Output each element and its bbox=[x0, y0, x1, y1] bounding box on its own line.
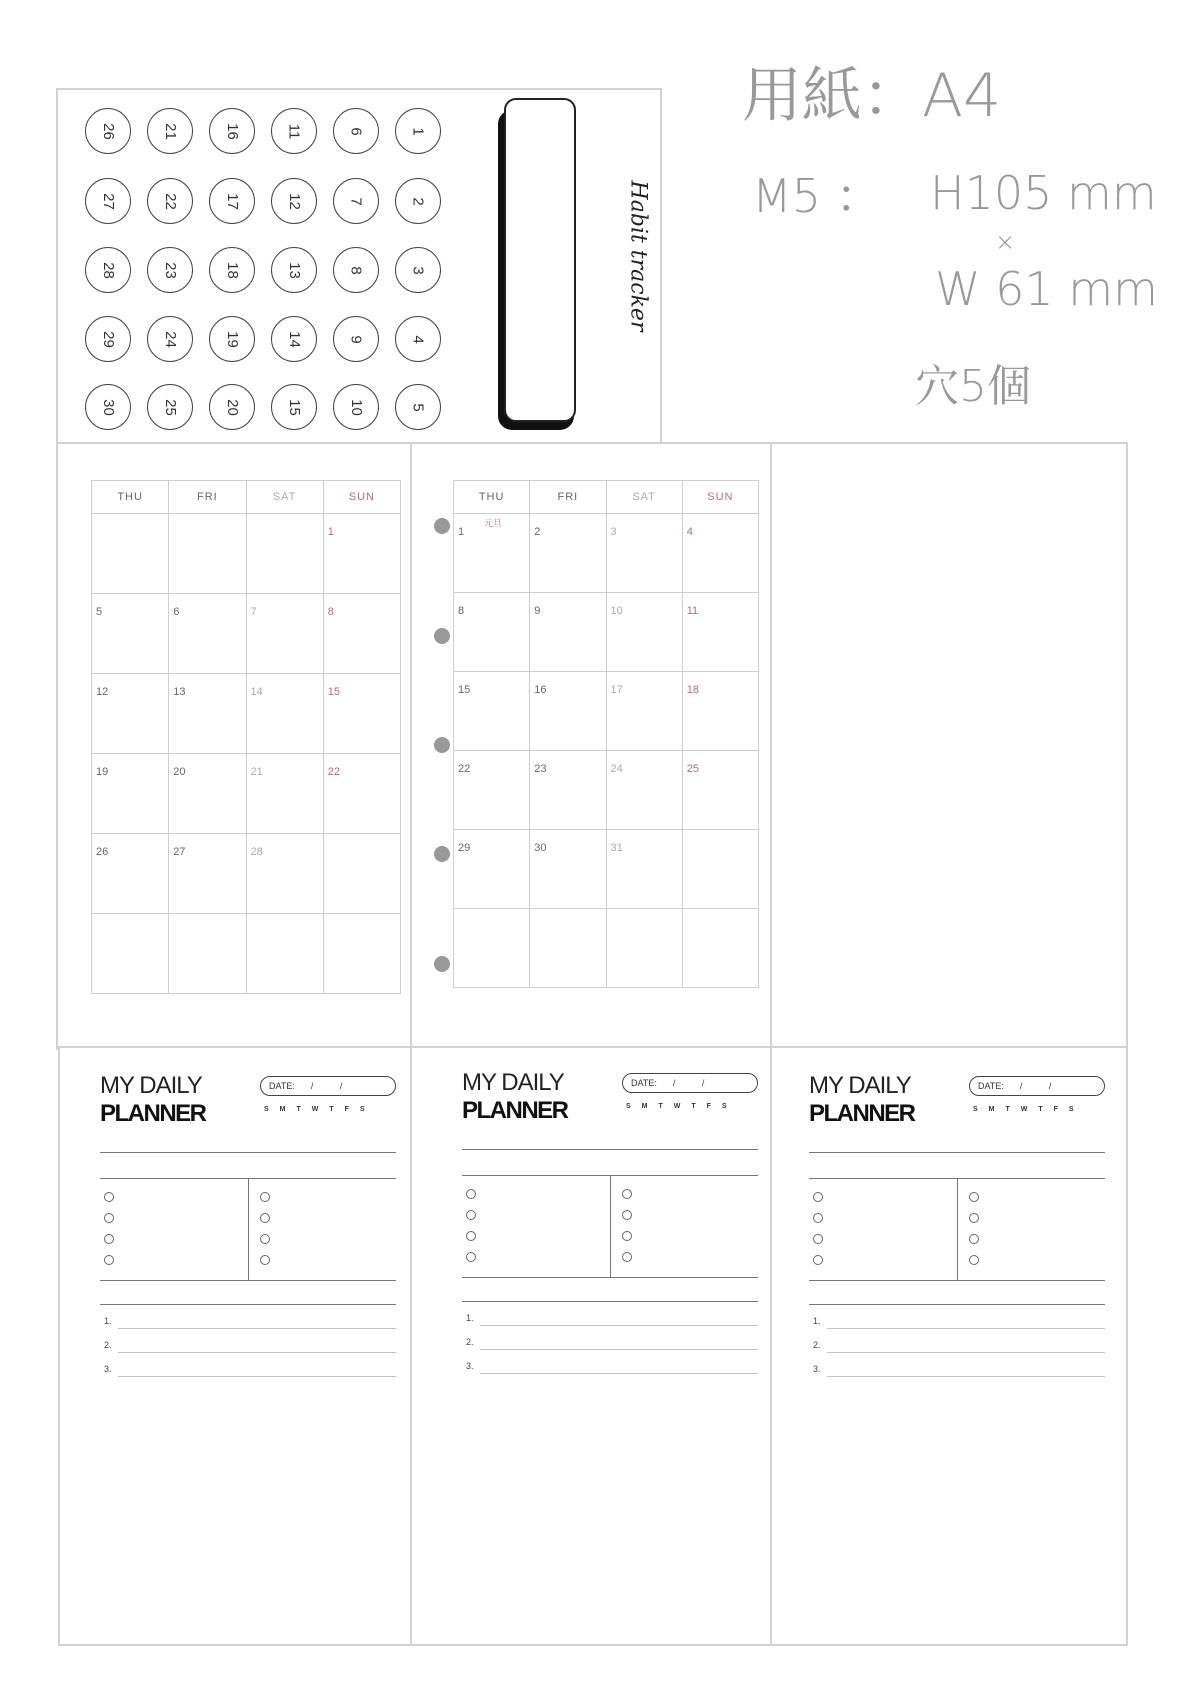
habit-day-number: 4 bbox=[409, 334, 427, 344]
habit-day-circle bbox=[209, 108, 255, 154]
habit-day-number: 17 bbox=[223, 192, 241, 210]
habit-day-number: 20 bbox=[223, 398, 241, 416]
habit-day-circle bbox=[333, 108, 379, 154]
calendar-day-number: 30 bbox=[534, 842, 547, 854]
calendar-right bbox=[453, 480, 759, 988]
calendar-day-cell bbox=[92, 674, 169, 754]
habit-day-circle bbox=[395, 316, 441, 362]
habit-day-circle bbox=[333, 316, 379, 362]
habit-day-number: 7 bbox=[347, 196, 365, 206]
habit-day-circle bbox=[271, 384, 317, 430]
checkbox-circle bbox=[260, 1192, 270, 1202]
calendar-day-cell bbox=[682, 830, 758, 909]
habit-day-number: 28 bbox=[99, 261, 117, 279]
habit-day-number: 1 bbox=[409, 126, 427, 136]
calendar-day-cell bbox=[169, 834, 246, 914]
planner-title-my-daily: MY DAILY bbox=[100, 1072, 202, 1099]
habit-day-circle bbox=[85, 108, 131, 154]
date-slashes: / / bbox=[310, 1081, 355, 1091]
habit-day-number: 2 bbox=[409, 196, 427, 206]
calendar-day-cell bbox=[606, 830, 682, 909]
calendar-day-number: 15 bbox=[458, 684, 471, 696]
checkbox-circle bbox=[622, 1189, 632, 1199]
habit-day-circle bbox=[209, 384, 255, 430]
habit-tracker-tab bbox=[504, 98, 576, 422]
date-slashes: / / bbox=[672, 1078, 717, 1088]
calendar-day-cell bbox=[454, 672, 530, 751]
checkbox-circle bbox=[813, 1255, 823, 1265]
divider-vertical bbox=[957, 1178, 958, 1280]
habit-day-circle bbox=[333, 247, 379, 293]
calendar-left bbox=[91, 480, 401, 994]
date-slashes: / / bbox=[1019, 1081, 1064, 1091]
date-label: DATE: bbox=[631, 1078, 657, 1088]
list-number: 1. bbox=[104, 1316, 112, 1326]
list-number: 1. bbox=[813, 1316, 821, 1326]
calendar-day-number: 22 bbox=[327, 766, 340, 778]
checkbox-circle bbox=[813, 1192, 823, 1202]
calendar-day-number: 19 bbox=[96, 766, 109, 778]
habit-day-number: 25 bbox=[161, 398, 179, 416]
calendar-day-number: 23 bbox=[534, 763, 547, 775]
calendar-day-number: 22 bbox=[458, 763, 471, 775]
punch-hole bbox=[434, 737, 450, 753]
calendar-day-cell bbox=[454, 514, 530, 593]
calendar-day-number: 12 bbox=[96, 686, 109, 698]
note-size-label: M5 ： bbox=[752, 169, 882, 223]
punch-hole bbox=[434, 518, 450, 534]
habit-day-circle bbox=[209, 178, 255, 224]
divider bbox=[809, 1152, 1105, 1153]
calendar-day-cell bbox=[606, 909, 682, 988]
note-paper-size: 用紙：A4 bbox=[742, 61, 1002, 131]
calendar-day-cell bbox=[454, 593, 530, 672]
calendar-day-number: 17 bbox=[610, 684, 623, 696]
calendar-day-cell bbox=[682, 751, 758, 830]
header-sat: SAT bbox=[606, 481, 682, 514]
checkbox-circle bbox=[466, 1210, 476, 1220]
calendar-day-cell bbox=[323, 594, 400, 674]
note-width: W 61 mm bbox=[935, 262, 1158, 316]
holiday-label: 元旦 bbox=[484, 518, 503, 528]
calendar-day-number: 18 bbox=[686, 684, 699, 696]
calendar-day-number: 25 bbox=[686, 763, 699, 775]
divider bbox=[462, 1277, 758, 1278]
calendar-day-cell bbox=[606, 751, 682, 830]
habit-day-number: 3 bbox=[409, 265, 427, 275]
calendar-day-cell bbox=[323, 754, 400, 834]
checkbox-circle bbox=[260, 1213, 270, 1223]
divider bbox=[100, 1152, 396, 1153]
habit-day-number: 8 bbox=[347, 265, 365, 275]
calendar-day-number: 24 bbox=[610, 763, 623, 775]
checkbox-circle bbox=[466, 1252, 476, 1262]
header-thu: THU bbox=[92, 481, 169, 514]
habit-day-number: 13 bbox=[285, 261, 303, 279]
checkbox-circle bbox=[813, 1213, 823, 1223]
habit-day-number: 19 bbox=[223, 330, 241, 348]
habit-day-circle bbox=[271, 316, 317, 362]
habit-day-number: 26 bbox=[99, 122, 117, 140]
calendar-day-number: 14 bbox=[250, 686, 263, 698]
planner-title-planner: PLANNER bbox=[462, 1097, 568, 1124]
calendar-day-number: 16 bbox=[534, 684, 547, 696]
checkbox-circle bbox=[622, 1231, 632, 1241]
calendar-day-cell bbox=[530, 672, 606, 751]
habit-day-circle bbox=[333, 384, 379, 430]
habit-day-number: 22 bbox=[161, 192, 179, 210]
checkbox-circle bbox=[260, 1234, 270, 1244]
calendar-day-number: 28 bbox=[250, 846, 263, 858]
checkbox-circle bbox=[969, 1192, 979, 1202]
calendar-day-number: 1 bbox=[327, 526, 334, 538]
checkbox-circle bbox=[466, 1231, 476, 1241]
date-field bbox=[622, 1073, 758, 1093]
habit-day-circle bbox=[209, 247, 255, 293]
weekday-letters: SMTWTFS bbox=[973, 1106, 1085, 1113]
calendar-day-cell bbox=[682, 514, 758, 593]
calendar-day-cell bbox=[454, 751, 530, 830]
planner-title-my-daily: MY DAILY bbox=[809, 1072, 911, 1099]
calendar-day-cell bbox=[323, 514, 400, 594]
calendar-day-cell bbox=[530, 514, 606, 593]
calendar-day-cell bbox=[530, 830, 606, 909]
note-height: H105 mm bbox=[930, 166, 1157, 220]
habit-day-number: 29 bbox=[99, 330, 117, 348]
calendar-day-cell bbox=[169, 914, 246, 994]
date-label: DATE: bbox=[978, 1081, 1004, 1091]
calendar-day-cell bbox=[682, 593, 758, 672]
calendar-day-cell bbox=[92, 754, 169, 834]
divider-vertical bbox=[248, 1178, 249, 1280]
habit-day-number: 30 bbox=[99, 398, 117, 416]
calendar-day-cell bbox=[323, 834, 400, 914]
habit-day-circle bbox=[209, 316, 255, 362]
habit-day-circle bbox=[395, 247, 441, 293]
habit-day-circle bbox=[85, 247, 131, 293]
divider bbox=[462, 1301, 758, 1302]
calendar-day-number: 5 bbox=[96, 606, 103, 618]
calendar-day-number: 8 bbox=[458, 605, 465, 617]
habit-day-number: 5 bbox=[409, 402, 427, 412]
calendar-day-cell bbox=[169, 594, 246, 674]
habit-day-circle bbox=[395, 178, 441, 224]
calendar-day-number: 3 bbox=[610, 526, 617, 538]
header-fri: FRI bbox=[169, 481, 246, 514]
calendar-day-number: 31 bbox=[610, 842, 623, 854]
habit-day-circle bbox=[147, 316, 193, 362]
list-line bbox=[827, 1328, 1105, 1329]
divider bbox=[100, 1304, 396, 1305]
calendar-day-cell bbox=[246, 514, 323, 594]
habit-day-circle bbox=[85, 178, 131, 224]
habit-day-circle bbox=[271, 247, 317, 293]
habit-day-number: 6 bbox=[347, 126, 365, 136]
calendar-day-cell bbox=[323, 914, 400, 994]
list-number: 3. bbox=[813, 1364, 821, 1374]
habit-day-circle bbox=[85, 316, 131, 362]
calendar-day-number: 20 bbox=[173, 766, 186, 778]
habit-day-number: 24 bbox=[161, 330, 179, 348]
calendar-day-cell bbox=[454, 830, 530, 909]
habit-day-circle bbox=[395, 108, 441, 154]
divider bbox=[100, 1280, 396, 1281]
calendar-day-cell bbox=[246, 754, 323, 834]
calendar-day-number: 27 bbox=[173, 846, 186, 858]
list-number: 2. bbox=[813, 1340, 821, 1350]
habit-day-circle bbox=[271, 178, 317, 224]
punch-hole bbox=[434, 846, 450, 862]
weekday-letters: SMTWTFS bbox=[264, 1106, 376, 1113]
checkbox-circle bbox=[104, 1255, 114, 1265]
calendar-day-number: 11 bbox=[686, 605, 699, 617]
list-number: 3. bbox=[104, 1364, 112, 1374]
calendar-day-cell bbox=[530, 909, 606, 988]
calendar-day-cell bbox=[454, 909, 530, 988]
habit-day-number: 16 bbox=[223, 122, 241, 140]
note-holes: 穴5個 bbox=[915, 361, 1031, 412]
habit-day-circle bbox=[147, 178, 193, 224]
list-line bbox=[118, 1376, 396, 1377]
divider bbox=[462, 1149, 758, 1150]
calendar-day-cell bbox=[606, 514, 682, 593]
habit-day-circle bbox=[271, 108, 317, 154]
list-number: 2. bbox=[466, 1337, 474, 1347]
habit-day-number: 11 bbox=[285, 123, 303, 139]
habit-day-number: 14 bbox=[285, 330, 303, 348]
habit-day-number: 9 bbox=[347, 334, 365, 344]
calendar-day-number: 2 bbox=[534, 526, 541, 538]
habit-day-circle bbox=[147, 247, 193, 293]
checkbox-circle bbox=[813, 1234, 823, 1244]
calendar-day-cell bbox=[92, 834, 169, 914]
calendar-day-cell bbox=[169, 514, 246, 594]
calendar-day-number: 29 bbox=[458, 842, 471, 854]
habit-day-number: 10 bbox=[347, 398, 365, 416]
habit-day-circle bbox=[333, 178, 379, 224]
checkbox-circle bbox=[622, 1210, 632, 1220]
planner-title-planner: PLANNER bbox=[809, 1100, 915, 1127]
calendar-day-number: 6 bbox=[173, 606, 180, 618]
calendar-day-number: 26 bbox=[96, 846, 109, 858]
habit-day-number: 21 bbox=[161, 122, 179, 140]
list-line bbox=[480, 1349, 758, 1350]
header-sat: SAT bbox=[246, 481, 323, 514]
habit-day-circle bbox=[147, 384, 193, 430]
list-line bbox=[827, 1352, 1105, 1353]
calendar-day-cell bbox=[246, 674, 323, 754]
habit-day-circle bbox=[147, 108, 193, 154]
note-times: × bbox=[995, 228, 1016, 256]
daily-planner-panel-3 bbox=[770, 1046, 1128, 1646]
calendar-day-cell bbox=[606, 672, 682, 751]
calendar-day-number: 4 bbox=[686, 526, 693, 538]
calendar-day-cell bbox=[530, 593, 606, 672]
planner-title-planner: PLANNER bbox=[100, 1100, 206, 1127]
checkbox-circle bbox=[969, 1234, 979, 1244]
calendar-day-cell bbox=[169, 674, 246, 754]
checkbox-circle bbox=[622, 1252, 632, 1262]
habit-day-number: 18 bbox=[223, 261, 241, 279]
checkbox-circle bbox=[104, 1234, 114, 1244]
habit-tracker-title: Habit tracker bbox=[625, 180, 651, 332]
list-line bbox=[480, 1373, 758, 1374]
calendar-day-cell bbox=[246, 594, 323, 674]
list-line bbox=[118, 1328, 396, 1329]
calendar-day-number: 13 bbox=[173, 686, 186, 698]
date-field bbox=[260, 1076, 396, 1096]
habit-day-number: 27 bbox=[99, 192, 117, 210]
calendar-day-cell bbox=[92, 914, 169, 994]
date-field bbox=[969, 1076, 1105, 1096]
calendar-day-number: 9 bbox=[534, 605, 541, 617]
calendar-day-cell bbox=[323, 674, 400, 754]
calendar-day-number: 21 bbox=[250, 766, 263, 778]
habit-day-number: 23 bbox=[161, 261, 179, 279]
checkbox-circle bbox=[969, 1255, 979, 1265]
calendar-day-cell bbox=[530, 751, 606, 830]
checkbox-circle bbox=[104, 1213, 114, 1223]
blank-panel bbox=[770, 442, 1128, 1050]
punch-hole bbox=[434, 956, 450, 972]
list-line bbox=[480, 1325, 758, 1326]
checkbox-circle bbox=[466, 1189, 476, 1199]
calendar-day-number: 8 bbox=[327, 606, 334, 618]
habit-day-number: 15 bbox=[285, 398, 303, 416]
punch-hole bbox=[434, 628, 450, 644]
habit-day-circle bbox=[395, 384, 441, 430]
divider bbox=[809, 1304, 1105, 1305]
calendar-day-number: 15 bbox=[327, 686, 340, 698]
calendar-day-cell bbox=[606, 593, 682, 672]
divider bbox=[809, 1280, 1105, 1281]
calendar-day-cell bbox=[246, 834, 323, 914]
calendar-day-number: 7 bbox=[250, 606, 257, 618]
list-line bbox=[118, 1352, 396, 1353]
header-fri: FRI bbox=[530, 481, 606, 514]
calendar-day-cell bbox=[682, 672, 758, 751]
weekday-letters: SMTWTFS bbox=[626, 1103, 738, 1110]
list-number: 1. bbox=[466, 1313, 474, 1323]
date-label: DATE: bbox=[269, 1081, 295, 1091]
calendar-day-cell bbox=[169, 754, 246, 834]
list-number: 3. bbox=[466, 1361, 474, 1371]
calendar-day-number: 10 bbox=[610, 605, 623, 617]
calendar-day-cell bbox=[92, 594, 169, 674]
planner-title-my-daily: MY DAILY bbox=[462, 1069, 564, 1096]
checkbox-circle bbox=[104, 1192, 114, 1202]
list-number: 2. bbox=[104, 1340, 112, 1350]
daily-planner-panel-2 bbox=[410, 1046, 772, 1646]
calendar-day-cell bbox=[246, 914, 323, 994]
checkbox-circle bbox=[969, 1213, 979, 1223]
calendar-day-number: 1 bbox=[458, 526, 465, 538]
header-sun: SUN bbox=[323, 481, 400, 514]
divider-vertical bbox=[610, 1175, 611, 1277]
calendar-day-cell bbox=[682, 909, 758, 988]
habit-day-circle bbox=[85, 384, 131, 430]
habit-day-number: 12 bbox=[285, 192, 303, 210]
list-line bbox=[827, 1376, 1105, 1377]
checkbox-circle bbox=[260, 1255, 270, 1265]
header-sun: SUN bbox=[682, 481, 758, 514]
header-thu: THU bbox=[454, 481, 530, 514]
calendar-day-cell bbox=[92, 514, 169, 594]
